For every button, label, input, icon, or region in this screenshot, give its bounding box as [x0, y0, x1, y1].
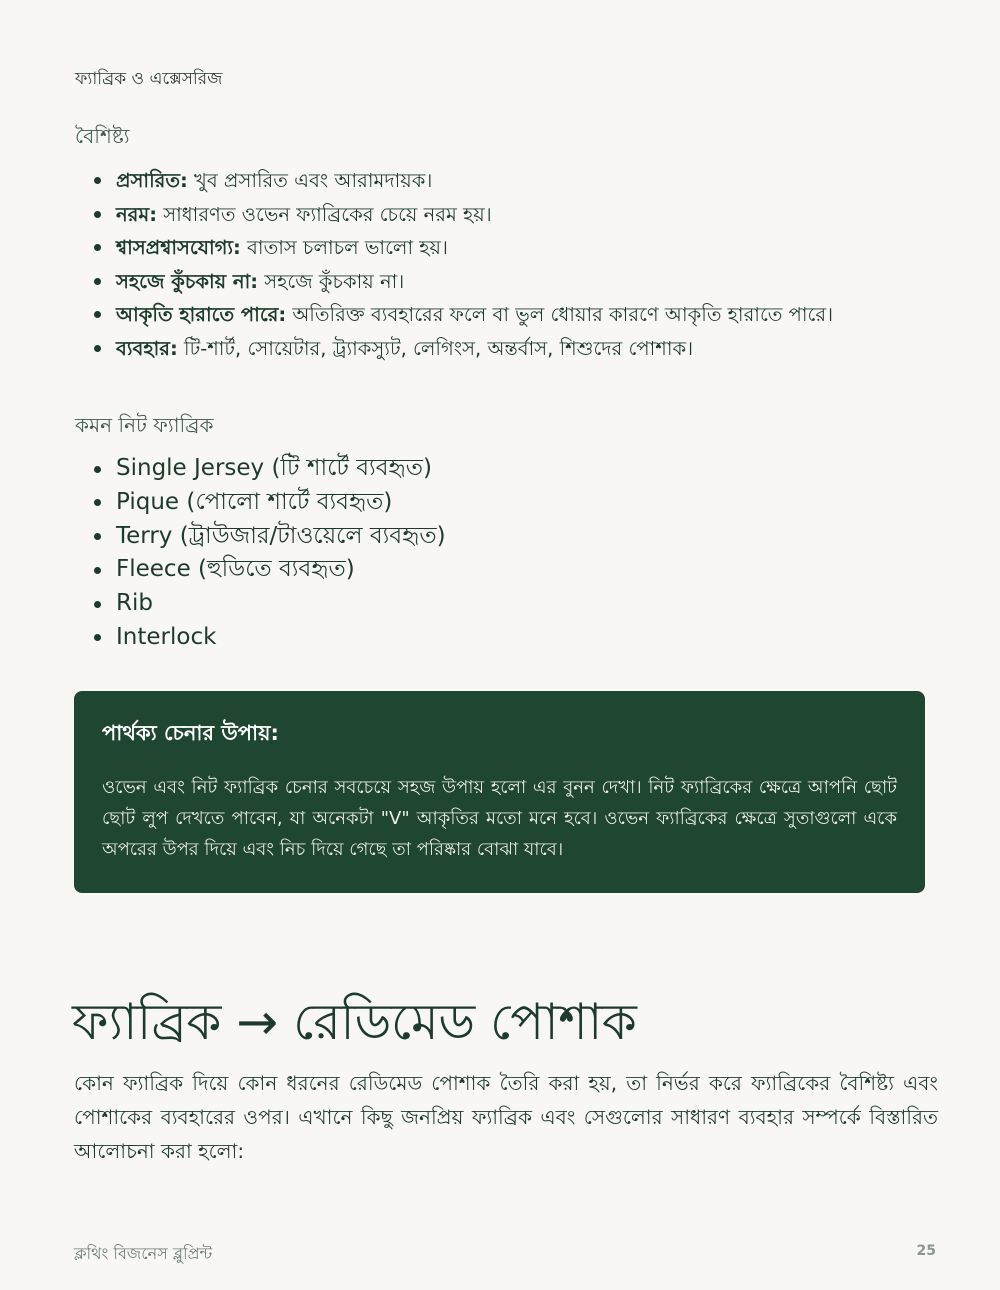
list-item: Single Jersey (টি শার্টে ব্যবহৃত) — [92, 452, 446, 486]
tip-box — [74, 691, 925, 893]
feature-text: বাতাস চলাচল ভালো হয়। — [240, 236, 449, 260]
list-item — [92, 298, 833, 332]
feature-term: আকৃতি হারাতে পারে: — [116, 303, 287, 327]
list-item — [92, 164, 833, 198]
feature-text: অতিরিক্ত ব্যবহারের ফলে বা ভুল ধোয়ার কারণে আকৃতি হারাতে পারে। — [286, 303, 834, 327]
feature-text: টি-শার্ট, সোয়েটার, ট্র্যাকস্যুট, লেগিংস, অন্তর্বাস, শিশুদের পোশাক। — [177, 336, 694, 360]
tip-title: পার্থক্য চেনার উপায়: — [102, 721, 279, 745]
feature-term: নরম: — [116, 202, 157, 226]
feature-text: সহজে কুঁচকায় না। — [258, 269, 405, 293]
list-item: Fleece (হুডিতে ব্যবহৃত) — [92, 553, 446, 587]
tip-body: ওভেন এবং নিট ফ্যাব্রিক চেনার সবচেয়ে সহজ উপায় হলো এর বুনন দেখা। নিট ফ্যাব্রিকের ক্ষেত্রে আপনি ছোট ছোট লুপ দেখতে পাবেন, যা অনেকটা "V" আকৃতির মতো মনে হবে। ওভেন ফ্যাব্রিকের ক্ষেত্রে সুতাগুলো একে অপরের উপর দিয়ে এবং নিচ দিয়ে গেছে তা পরিষ্কার বোঝা যাবে। — [102, 777, 897, 860]
section-intro: কোন ফ্যাব্রিক দিয়ে কোন ধরনের রেডিমেড পোশাক তৈরি করা হয়, তা নির্ভর করে ফ্যাব্রিকের বৈশিষ্ট্য এবং পোশাকের ব্যবহারের ওপর। এখানে কিছু জনপ্রিয় ফ্যাব্রিক এবং সেগুলোর সাধারণ ব্যবহার সম্পর্কে বিস্তারিত আলোচনা করা হলো: — [74, 1071, 938, 1163]
list-item: Terry (ট্রাউজার/টাওয়েলে ব্যবহৃত) — [92, 520, 446, 554]
list-item — [92, 265, 833, 299]
running-header: ফ্যাব্রিক ও এক্সেসরিজ — [75, 69, 223, 89]
feature-term: ব্যবহার: — [116, 336, 178, 360]
list-item — [92, 198, 833, 232]
common-fabrics-list — [92, 452, 446, 655]
feature-text: সাধারণত ওভেন ফ্যাব্রিকের চেয়ে নরম হয়। — [157, 202, 492, 226]
features-label: বৈশিষ্ট্য — [75, 124, 130, 148]
list-item: Interlock — [92, 621, 446, 655]
list-item: Pique (পোলো শার্টে ব্যবহৃত) — [92, 486, 446, 520]
list-item — [92, 231, 833, 265]
page-number: 25 — [916, 1243, 936, 1259]
feature-text: খুব প্রসারিত এবং আরামদায়ক। — [187, 169, 433, 192]
footer-title: ক্লথিং বিজনেস ব্লুপ্রিন্ট — [74, 1244, 213, 1263]
list-item — [92, 332, 833, 366]
common-fabrics-label: কমন নিট ফ্যাব্রিক — [75, 413, 214, 437]
feature-term: সহজে কুঁচকায় না: — [116, 269, 259, 293]
feature-term: শ্বাসপ্রশ্বাসযোগ্য: — [116, 236, 241, 260]
feature-term: প্রসারিত: — [116, 169, 188, 192]
list-item: Rib — [92, 587, 446, 621]
features-list — [92, 164, 833, 366]
section-heading: ফ্যাব্রিক → রেডিমেড পোশাক — [72, 993, 637, 1051]
